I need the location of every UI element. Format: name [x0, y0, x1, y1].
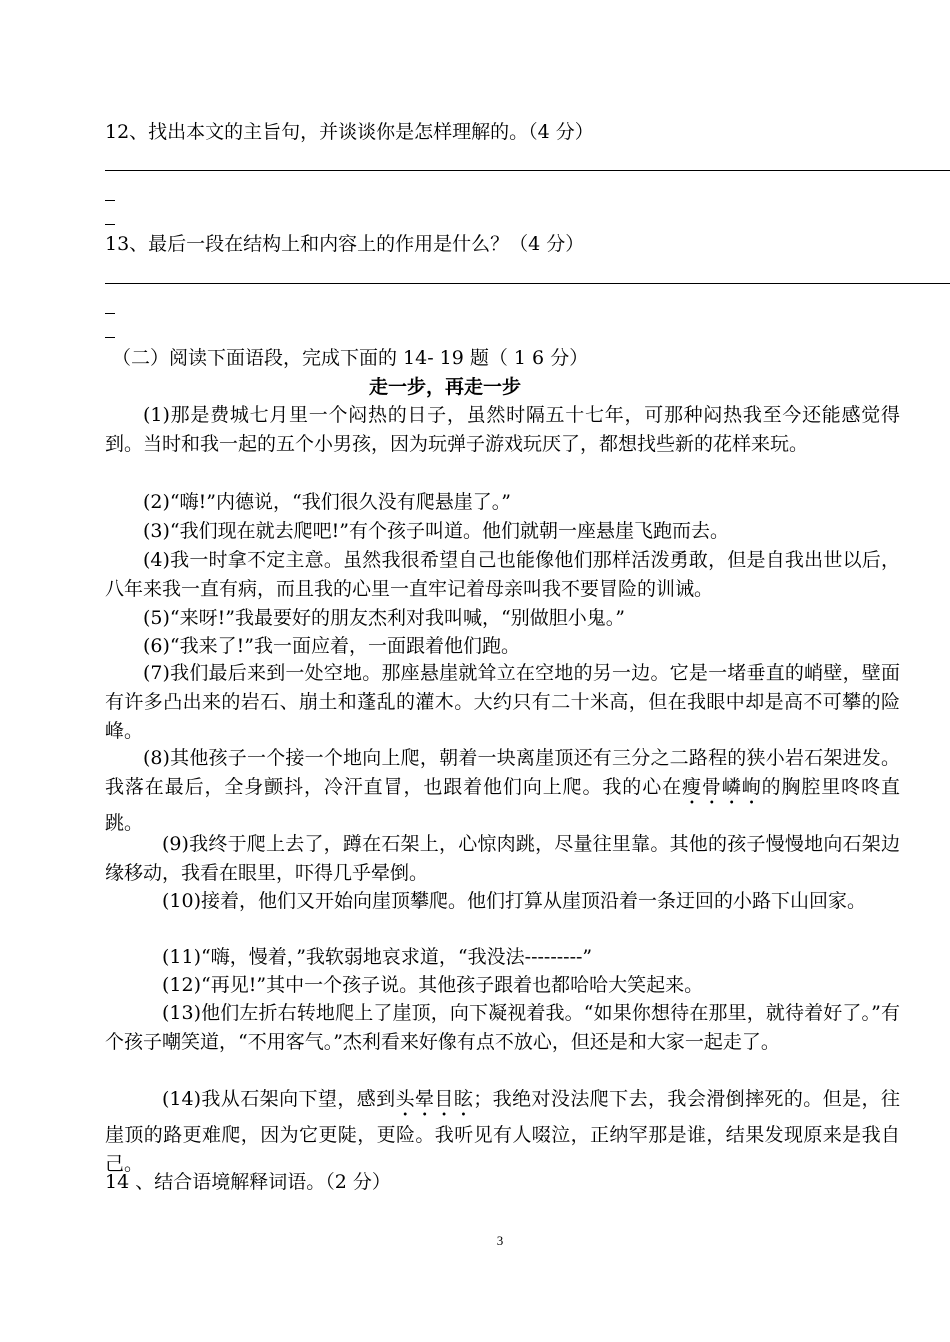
answer-line	[105, 283, 950, 284]
paragraph-2: (2)“嗨!”内德说，“我们很久没有爬悬崖了。”	[143, 491, 511, 513]
paragraph-14	[105, 1085, 900, 1179]
emphasized-word: 瘦骨嶙峋	[682, 776, 762, 798]
paragraph-9: (9)我终于爬上去了，蹲在石架上，心惊肉跳，尽量往里靠。其他的孩子慢慢地向石架边缘移动，我看在眼里，吓得几乎晕倒。	[105, 833, 900, 884]
paragraph-6: (6)“我来了!”我一面应着，一面跟着他们跑。	[143, 635, 520, 657]
paragraph-8-text: (8)其他孩子一个接一个地向上爬，朝着一块离崖顶还有三分之二路程的狭小岩石架进发。我落在最后，全身颤抖，冷汗直冒，也跟着他们向上爬。我的心在	[105, 747, 900, 798]
answer-line-tail	[105, 337, 115, 338]
story-title: 走一步，再走一步	[368, 376, 521, 398]
page-number: 3	[496, 1233, 504, 1248]
paragraph-8-text: 的胸腔里咚咚直跳。	[105, 776, 900, 834]
paragraph-12: (12)“再见!”其中一个孩子说。其他孩子跟着也都哈哈大笑起来。	[162, 974, 704, 996]
answer-line	[105, 170, 950, 171]
paragraph-1: (1)那是费城七月里一个闷热的日子，虽然时隔五十七年，可那种闷热我至今还能感觉得到。当时和我一起的五个小男孩，因为玩弹子游戏玩厌了，都想找些新的花样来玩。	[105, 404, 900, 455]
section-heading: （二）阅读下面语段，完成下面的 14- 19 题（ 1 6 分）	[112, 347, 589, 369]
answer-line-tail	[105, 224, 115, 225]
question-13: 13、最后一段在结构上和内容上的作用是什么？（4 分）	[105, 233, 585, 255]
answer-line-tail	[105, 200, 115, 201]
paragraph-5: (5)“来呀!”我最要好的朋友杰利对我叫喊，“别做胆小鬼。”	[143, 607, 625, 629]
paragraph-10: (10)接着，他们又开始向崖顶攀爬。他们打算从崖顶沿着一条迂回的小路下山回家。	[162, 890, 867, 912]
paragraph-4: (4)我一时拿不定主意。虽然我很希望自己也能像他们那样活泼勇敢，但是自我出世以后，八年来我一直有病，而且我的心里一直牢记着母亲叫我不要冒险的训诫。	[105, 549, 900, 600]
paragraph-13: (13)他们左折右转地爬上了崖顶，向下凝视着我。“如果你想待在那里，就待着好了。”有个孩子嘲笑道，“不用客气。”杰利看来好像有点不放心，但还是和大家一起走了。	[105, 1002, 900, 1053]
question-14: 14 、结合语境解释词语。（2 分）	[105, 1171, 391, 1193]
paragraph-14-text: (14)我从石架向下望，感到	[162, 1088, 396, 1110]
paragraph-14-text: ；我绝对没法爬下去，我会滑倒摔死的。但是，往崖顶的路更难爬，因为它更陡，更险。我听见有人啜泣，正纳罕那是谁，结果发现原来是我自己。	[105, 1088, 900, 1175]
paragraph-8	[105, 744, 900, 838]
emphasized-word: 头晕目眩	[395, 1088, 474, 1110]
answer-line-tail	[105, 313, 115, 314]
paragraph-7: (7)我们最后来到一处空地。那座悬崖就耸立在空地的另一边。它是一堵垂直的峭壁，壁面有许多凸出来的岩石、崩土和蓬乱的灌木。大约只有二十米高，但在我眼中却是高不可攀的险峰。	[105, 662, 900, 742]
paragraph-11: (11)“嗨，慢着，”我软弱地哀求道，“我没法---------”	[162, 946, 593, 968]
paragraph-3: (3)“我们现在就去爬吧!”有个孩子叫道。他们就朝一座悬崖飞跑而去。	[143, 520, 729, 542]
question-12: 12、找出本文的主旨句，并谈谈你是怎样理解的。（4 分）	[105, 121, 594, 143]
